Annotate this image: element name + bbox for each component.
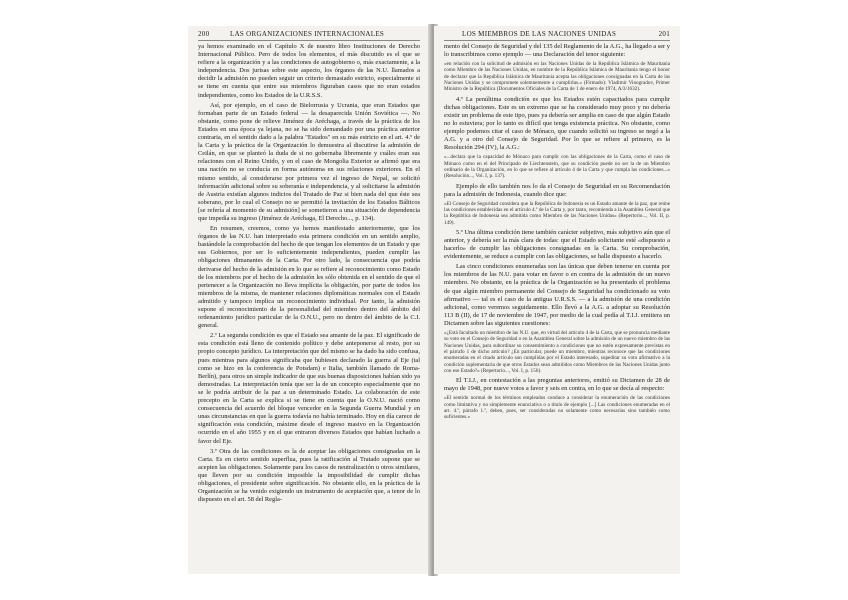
left-paragraph: 2.º La segunda condición es que el Estado sea amante de la paz. El significado de esta condición está lleno de contenido político y debe anteponerse al resto, por su propio concepto jurídico. La interpretación que del mismo se ha dado ha sido confusa, pues mientras para algunos significaba que hubiesen declarado la guerra al Eje (tal como se hizo en la conferencia de Potsdam) e Italia, también llamado de Roma-Berlín), para otros un simple indicador de que sus buenas disposiciones habían sido ya demostradas. La interpretación tenía que ser la de un concepto especialmente que no se le podría atribuir de la paz a un determinado Estado. La colaboración de este precepto en la Carta se explica si se tiene en cuenta que la O.N.U. nació como consecuencia del acuerdo del bloque vencedor en la Segunda Guerra Mundial y en unas circunstancias en que la guerra todavía no había terminado. Hoy en día carece de significación esta condición, máxime desde el ingreso masivo en la Organización ocurrido en el año 1955 y en el que entraron diversos Estados que habían luchado a favor del Eje.	[198, 332, 420, 445]
right-paragraph: El T.I.J., en contestación a las preguntas anteriores, emitió su Dictamen de 28 de mayo de 1948, por nueve votos a favor y seis en contra, en lo que se decía al respecto:	[444, 377, 670, 393]
right-paragraph: Ejemplo de ello también nos lo da el Consejo de Seguridad en su Recomendación para la admisión de Indonesia, cuando dice que:	[444, 182, 670, 198]
left-paragraph: 3.º Otra de las condiciones es la de aceptar las obligaciones consignadas en la Carta. Es en cierto sentido superflua, pues la ratificación al Tratado supone que se acepten las obligaciones. Solamente para los casos de neutralización u otros similares, que lleven por su condición imposible la imposibilidad de cumplir dichas obligaciones, el presidente sobre significación. No obstante ello, en la práctica de la Organización se ha venido exigiendo un instrumento de aceptación que, a tenor de lo dispuesto en el art. 58 del Regla-	[198, 447, 420, 504]
left-paragraph: En resumen, creemos, como ya hemos manifestado anteriormente, que los órganos de las N.U. han interpretado esta primera condición en un sentido amplio, bastándole la comprobación del hecho de que tengan los elementos de un Estado y que sus Gobiernos, por ser lo suficientemente independientes, pueden cumplir las obligaciones dimanantes de la Carta. Por otro lado, la consecuencia que podría derivarse del hecho de la admisión en lo que se refiere al reconocimiento como Estado de los miembros por el hecho de la admisión les sólo obtenida en el sentido de que el pertenecer a la Organización no lleva implícita la obligación, por parte de todos los miembros de la misma, de mantener relaciones diplomáticas normales con el Estado admitido y tampoco implica un reconocimiento individual. Por tanto, la admisión supone el reconocimiento de la personalidad del miembro dentro del ámbito del ordenamiento jurídico particular de la O.N.U., pero no dentro del ámbito de la C.I. general.	[198, 225, 420, 330]
right-intro: mento del Consejo de Seguridad y del 135 del Reglamento de la A.G., ha llegado a ser y lo transcribimos como ejemplo — una Declaración del tenor siguiente:	[444, 43, 670, 59]
left-paragraph: ya hemos examinado en el Capítulo X de nuestro libro Instituciones de Derecho Internacional Público. Pero de todos los elementos, el más discutido es el que se refiere a la organización y a las condiciones de autogobierno o, más exactamente, a la independencia. Dos jurisas sobre este aspecto, los órganos de las N.U. llamados a decidir la admisión no pueden seguir un criterio demasiado estricto, especialmente si se tiene en cuenta que entre sus miembros figuraban casos que no eran estados independientes, como los Estados de la U.R.S.S.	[198, 43, 420, 99]
left-page-body	[198, 43, 420, 570]
right-paragraph: 4.º La penúltima condición es que los Estados estén capacitados para cumplir dichas obligaciones. Este es un extremo que se ha considerado muy poco y no debería existir un problema de este tipo, pues ya debería ser amplia en caso de que algún Estado no lo estuviera; por lo tanto es difícil que tenga existencia práctica. No obstante, como ejemplo podemos citar el caso de Mónaco, que cuando solicitó su ingreso se negó a la A.G. y a otro del Consejo de Seguridad. Por lo que se refiere al primero, es la Resolución 294 (IV), la A.G.:	[444, 95, 670, 152]
quoted-resolution: «...declara que la capacidad de Mónaco para cumplir con las obligaciones de la Carta, como el caso de Mónaco como en el del Principado de Liechtenstein, que su condición puede no ser la de un Miembro ordinario de la Organización, en lo que se refiere al artículo 4 de la Carta y que cumpla las condiciones...» (Resolución..., Vol. I, p. 137).	[444, 154, 670, 180]
left-running-title: LAS ORGANIZACIONES INTERNACIONALES	[230, 30, 385, 38]
right-running-title: LOS MIEMBROS DE LAS NACIONES UNIDAS	[462, 30, 617, 38]
left-paragraph: Así, por ejemplo, en el caso de Bielorrusia y Ucrania, que eran Estados que formaban parte de un Estado federal — la desaparecida Unión Soviética —. No obstante, como pone de relieve Jiménez de Aréchaga, a través de la práctica de los Estados en una época ya lejana, no se ha sido demandado por una práctica anterior contraria, en el sentido dado a la palabra "Estados" en su más estricto en el art. 4.º de la Carta y la práctica de la Organización lo demuestra al discutirse la admisión de Ceilán, en que se planteó la duda de si no gobernaba libremente y cuáles eran sus relaciones con el Reino Unido, y en el caso de Mongolia Exterior se afirmó que era una nación no se conducía en forma autónoma en sus relaciones exteriores. En el mismo sentido, al considerarse por primera vez el ingreso de Nepal, se solicitó información adicional sobre su soberanía e independencia, y al solicitarse la admisión de Austria existían algunos indicios del Tratado de Paz si bien nada del que éste sea soberano, por lo cual el Consejo no se permitió la invitación de los Estados Bálticos [se refería al momento de su admisión] se sometieron a una situación de dependencia que impedía su ingreso (Jiménez de Aréchaga, El Derecho..., p. 134).	[198, 101, 420, 222]
right-page	[434, 26, 680, 574]
quoted-declaration: «en relación con la solicitud de admisión en las Naciones Unidas de la República Islámica de Mauritania como Miembro de las Naciones Unidas, en nombre de la República Islámica de Mauritania tengo el honor de declarar que la República Islámica de Mauritania acepta las obligaciones consignadas en la Carta de las Naciones Unidas y se compromete solemnemente a cumplirlas.» (Firmado): Vladimir Vinogradov, Primer Ministro de la República (Documentos Oficiales de la Carta de 1 de enero de 1974, A/3/1632).	[444, 61, 670, 93]
quoted-questions: «¿Está facultado un miembro de las N.U. que, en virtud del artículo 4 de la Carta, que se pronuncia mediante su voto en el Consejo de Seguridad o en la Asamblea General sobre la admisión de un nuevo miembro de las Naciones Unidas, para subordinar su consentimiento a condiciones que no estén expresamente previstas en el párrafo 1 de dicho artículo? ¿En particular, puede un miembro, mientras reconoce que las condiciones enumeradas en el citado artículo son cumplidas por el Estado interesado, supeditar su voto afirmativo a la condición suplementaria de que otros Estados sean admitidos como Miembros de las Naciones Unidas junto con ese Estado?» (Repertorio..., Vol. I, p. 156).	[444, 330, 670, 374]
right-page-body	[444, 43, 670, 570]
right-paragraph: Las cinco condiciones enumeradas son las únicas que deben tenerse en cuenta por los miembros de las N.U. para votar en favor o en contra de la admisión de un nuevo miembro. No obstante, en la práctica de la Organización se ha presentado el problema de que algún miembro permanente del Consejo de Seguridad ha condicionado su voto afirmativo — tal es el caso de la antigua U.R.S.S. — a la admisión de una condición adicional, como veremos seguidamente. Ello llevó a la A.G. a adoptar su Resolución 113 B (II), de 17 de noviembre de 1947, por medio de la cual pedía al T.I.J. emitiera un Dictamen sobre las siguientes cuestiones:	[444, 263, 670, 327]
quoted-recommendation: «El Consejo de Seguridad considera que la República de Indonesia es un Estado amante de la paz, que reúne las condiciones establecidas en el artículo 4.º de la Carta y, por tanto, recomienda a la Asamblea General que la República de Indonesia sea admitida como Miembro de las Naciones Unidas» (Repertorio..., Vol. II, p. 149).	[444, 200, 670, 226]
left-page	[188, 26, 430, 574]
left-running-header	[198, 30, 420, 41]
left-page-number: 200	[198, 30, 210, 38]
quoted-opinion: «El sentido normal de los términos empleados conduce a considerar la enumeración de las condiciones como limitativa y no simplemente enunciativa o a título de ejemplo [...] Las condiciones enumeradas en el art. 4.º, párrafo 1.º, deben, pues, ser consideradas no solamente como necesarias sino también como suficientes.»	[444, 395, 670, 421]
right-running-header	[444, 30, 670, 41]
right-page-number: 201	[658, 30, 670, 38]
right-paragraph: 5.º Una última condición tiene también carácter subjetivo, más subjetivo aún que el anterior, y debería ser la más clara de todas: que el Estado solicitante esté «dispuesto a hacerlo» de cumplir las obligaciones consignadas en la Carta. Su comprobación, evidentemente, se reduce a cumplir con las obligaciones, se halle dispuesto a hacerlo.	[444, 228, 670, 261]
